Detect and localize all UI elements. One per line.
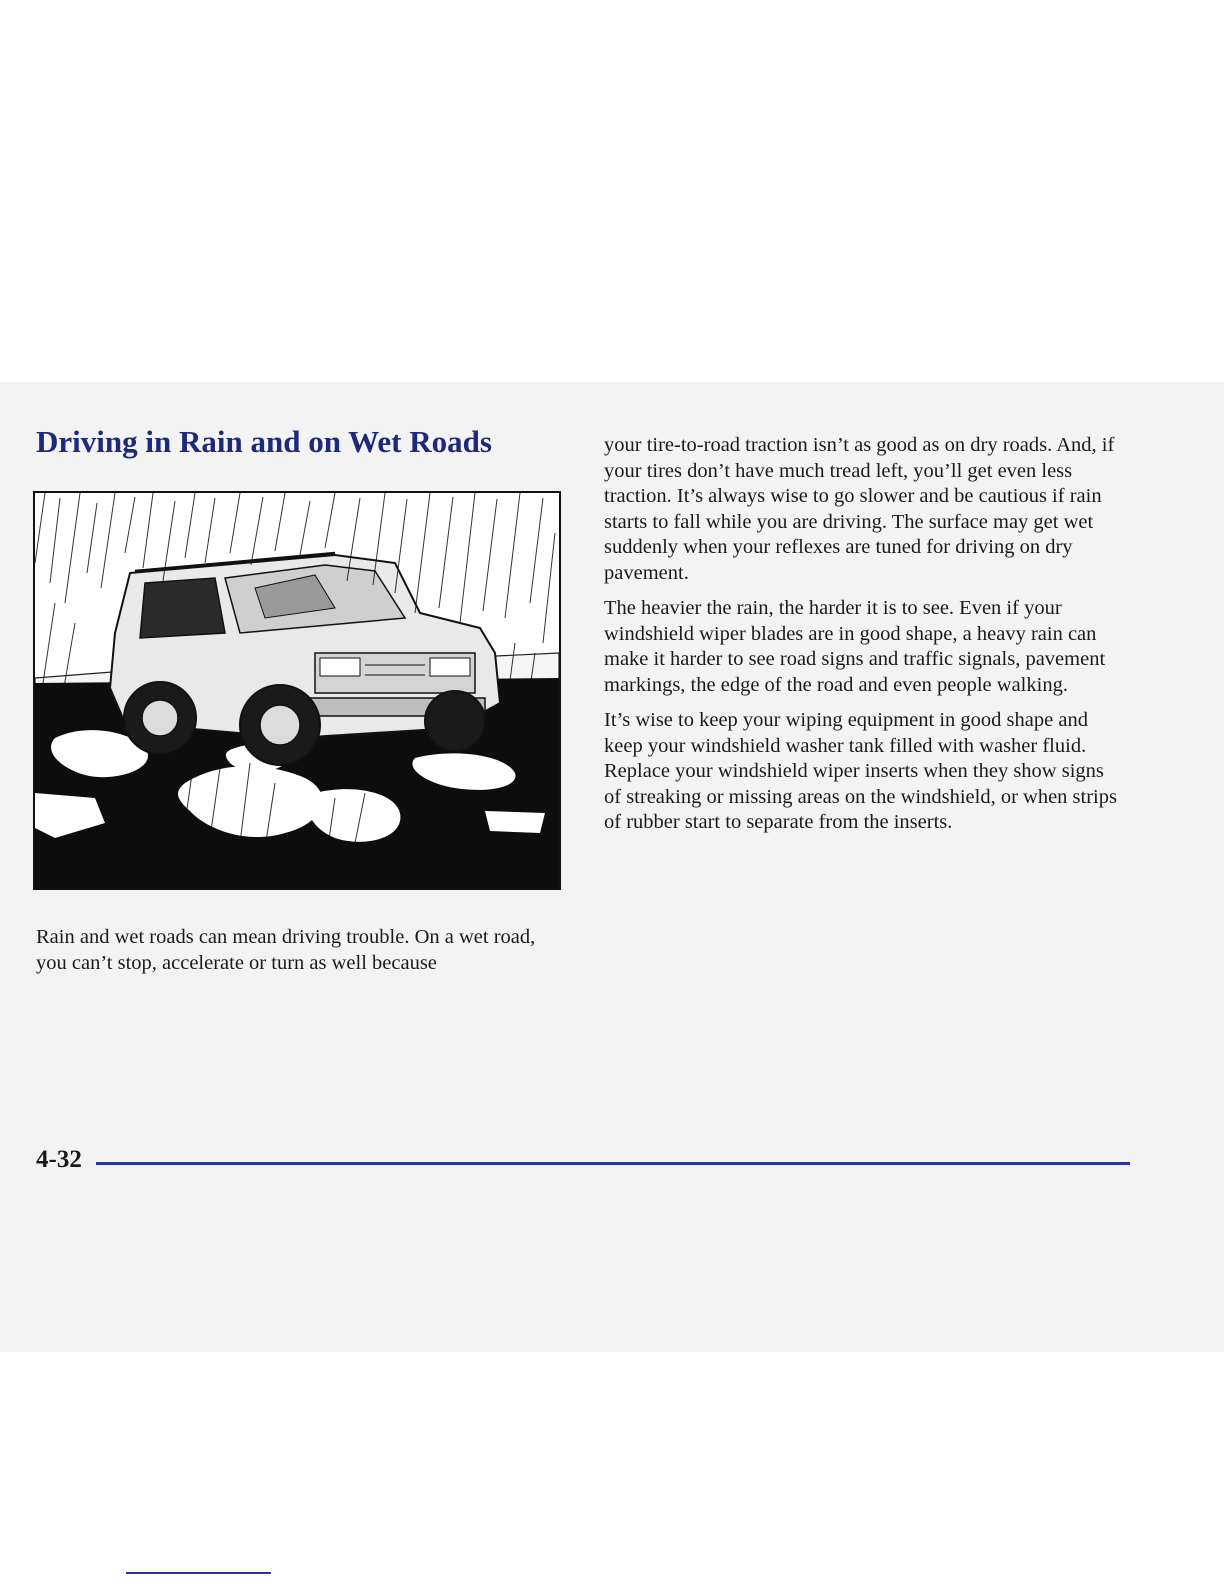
page-number: 4-32: [36, 1146, 82, 1173]
right-paragraph-1: your tire-to-road traction isn’t as good as on dry roads. And, if your tires don’t have much tread left, you’ll get even less traction. It’s always wise to go slower and be cautious if rain starts to fall while you are driving. The surface may get wet suddenly when your reflexes are tuned for driving on dry pavement.: [604, 434, 1115, 584]
left-paragraph: Rain and wet roads can mean driving trouble. On a wet road, you can’t stop, accelerate or turn as well because: [36, 926, 536, 974]
right-paragraph-2: The heavier the rain, the harder it is to see. Even if your windshield wiper blades are in good shape, a heavy rain can make it harder to see road signs and traffic signals, pavement markings, the edge of the road and even people walking.: [604, 597, 1106, 696]
car-in-rain-icon: [35, 493, 559, 888]
section-title: Driving in Rain and on Wet Roads: [36, 424, 492, 459]
footer-rule: [96, 1162, 1130, 1165]
car-in-rain-illustration: [33, 491, 561, 890]
right-paragraph-3: It’s wise to keep your wiping equipment in good shape and keep your windshield washer tank filled with washer fluid. Replace your windshield wiper inserts when they show signs of streaking or missing areas on the windshield, or when strips of rubber start to separate from the inserts.: [604, 709, 1117, 833]
bottom-underline-divider: [126, 1572, 271, 1574]
right-column: [604, 433, 1126, 846]
